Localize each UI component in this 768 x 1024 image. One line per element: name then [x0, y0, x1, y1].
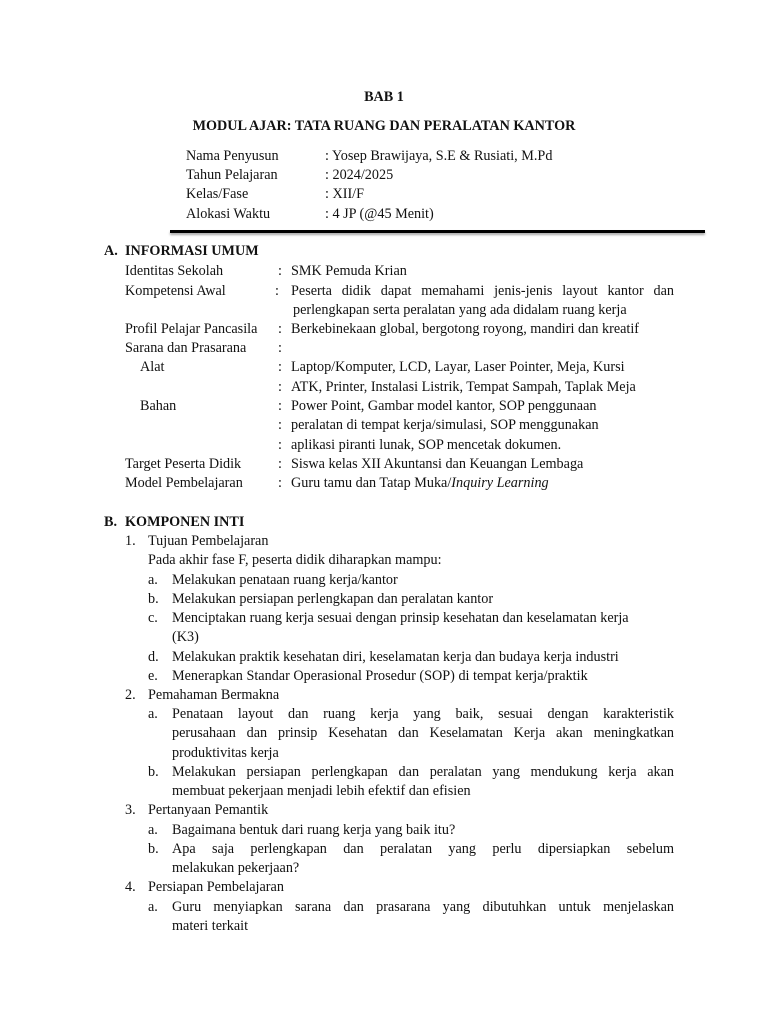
- item1-c-line2: (K3): [172, 629, 199, 645]
- item2-a-line2: perusahaan dan prinsip Kesehatan dan Keselamatan Kerja akan meningkatkan: [172, 725, 674, 741]
- info-colon: :: [278, 437, 282, 453]
- info-colon: :: [275, 283, 279, 299]
- info-label-profil: Profil Pelajar Pancasila: [125, 321, 258, 337]
- info-label-sarana: Sarana dan Prasarana: [125, 340, 247, 356]
- info-label-identitas: Identitas Sekolah: [125, 263, 224, 279]
- list-letter: e.: [148, 668, 158, 684]
- header-divider: [170, 230, 705, 233]
- chapter-label: BAB 1: [364, 89, 404, 105]
- list-number: 3.: [125, 802, 136, 818]
- meta-value-class: : XII/F: [325, 186, 365, 202]
- info-colon: :: [278, 475, 282, 491]
- info-value-kompetensi-line2: perlengkapan serta peralatan yang ada didalam ruang kerja: [293, 302, 627, 318]
- item2-a-line1: Penataan layout dan ruang kerja yang baik, sesuai dengan karakteristik: [172, 706, 674, 722]
- info-colon: :: [278, 417, 282, 433]
- info-colon: :: [278, 398, 282, 414]
- item1-a: Melakukan penataan ruang kerja/kantor: [172, 572, 398, 588]
- info-value-identitas: SMK Pemuda Krian: [291, 263, 407, 279]
- item1-d: Melakukan praktik kesehatan diri, keselamatan kerja dan budaya kerja industri: [172, 649, 619, 665]
- list-letter: b.: [148, 841, 159, 857]
- section-a-marker: A.: [104, 243, 118, 259]
- item2-title: Pemahaman Bermakna: [148, 687, 280, 703]
- info-label-bahan: Bahan: [140, 398, 177, 414]
- list-letter: a.: [148, 899, 158, 915]
- item1-c-line1: Menciptakan ruang kerja sesuai dengan prinsip kesehatan dan keselamatan kerja: [172, 610, 629, 626]
- info-value-alat-line1: Laptop/Komputer, LCD, Layar, Laser Pointer, Meja, Kursi: [291, 359, 625, 375]
- meta-value-author: : Yosep Brawijaya, S.E & Rusiati, M.Pd: [325, 148, 553, 164]
- list-letter: d.: [148, 649, 159, 665]
- item1-e: Menerapkan Standar Operasional Prosedur (SOP) di tempat kerja/praktik: [172, 668, 588, 684]
- section-b-heading: KOMPONEN INTI: [125, 514, 245, 530]
- info-value-model-plain: Guru tamu dan Tatap Muka/: [291, 475, 452, 491]
- item3-a: Bagaimana bentuk dari ruang kerja yang baik itu?: [172, 822, 456, 838]
- document-title: MODUL AJAR: TATA RUANG DAN PERALATAN KANTOR: [192, 118, 576, 134]
- info-value-alat-line2: ATK, Printer, Instalasi Listrik, Tempat Sampah, Taplak Meja: [291, 379, 636, 395]
- section-a-heading: INFORMASI UMUM: [125, 243, 259, 259]
- info-label-model: Model Pembelajaran: [125, 475, 243, 491]
- info-label-target: Target Peserta Didik: [125, 456, 242, 472]
- info-value-model: [291, 474, 549, 493]
- section-b-marker: B.: [104, 514, 118, 530]
- info-label-alat: Alat: [140, 359, 165, 375]
- info-value-kompetensi-line1: Peserta didik dapat memahami jenis-jenis layout kantor dan: [291, 283, 674, 299]
- info-colon: :: [278, 321, 282, 337]
- info-value-model-italic: Inquiry Learning: [451, 475, 549, 491]
- info-colon: :: [278, 379, 282, 395]
- list-letter: b.: [148, 764, 159, 780]
- item3-b-line1: Apa saja perlengkapan dan peralatan yang perlu dipersiapkan sebelum: [172, 841, 674, 857]
- list-number: 4.: [125, 879, 136, 895]
- item2-a-line3: produktivitas kerja: [172, 745, 279, 761]
- info-value-bahan-line3: aplikasi piranti lunak, SOP mencetak dokumen.: [291, 437, 562, 453]
- item4-a-line1: Guru menyiapkan sarana dan prasarana yang dibutuhkan untuk menjelaskan: [172, 899, 674, 915]
- item2-b-line1: Melakukan persiapan perlengkapan dan peralatan yang mendukung kerja akan: [172, 764, 674, 780]
- list-letter: a.: [148, 706, 158, 722]
- item1-intro: Pada akhir fase F, peserta didik diharapkan mampu:: [148, 552, 442, 568]
- info-colon: :: [278, 359, 282, 375]
- item3-title: Pertanyaan Pemantik: [148, 802, 269, 818]
- info-colon: :: [278, 340, 282, 356]
- info-colon: :: [278, 456, 282, 472]
- meta-value-year: : 2024/2025: [325, 167, 394, 183]
- info-value-bahan-line2: peralatan di tempat kerja/simulasi, SOP menggunakan: [291, 417, 599, 433]
- item1-b: Melakukan persiapan perlengkapan dan peralatan kantor: [172, 591, 494, 607]
- info-value-target: Siswa kelas XII Akuntansi dan Keuangan Lembaga: [291, 456, 584, 472]
- meta-label-class: Kelas/Fase: [186, 186, 249, 202]
- list-number: 2.: [125, 687, 136, 703]
- list-letter: b.: [148, 591, 159, 607]
- item1-title: Tujuan Pembelajaran: [148, 533, 269, 549]
- list-number: 1.: [125, 533, 136, 549]
- item2-b-line2: membuat pekerjaan menjadi lebih efektif dan efisien: [172, 783, 471, 799]
- info-value-profil: Berkebinekaan global, bergotong royong, mandiri dan kreatif: [291, 321, 640, 337]
- info-value-bahan-line1: Power Point, Gambar model kantor, SOP penggunaan: [291, 398, 597, 414]
- list-letter: a.: [148, 822, 158, 838]
- info-label-kompetensi: Kompetensi Awal: [125, 283, 226, 299]
- item4-a-line2: materi terkait: [172, 918, 249, 934]
- item3-b-line2: melakukan pekerjaan?: [172, 860, 300, 876]
- meta-label-author: Nama Penyusun: [186, 148, 279, 164]
- item4-title: Persiapan Pembelajaran: [148, 879, 284, 895]
- list-letter: a.: [148, 572, 158, 588]
- info-colon: :: [278, 263, 282, 279]
- list-letter: c.: [148, 610, 158, 626]
- meta-label-year: Tahun Pelajaran: [186, 167, 278, 183]
- meta-label-time: Alokasi Waktu: [186, 206, 271, 222]
- meta-value-time: : 4 JP (@45 Menit): [325, 206, 434, 222]
